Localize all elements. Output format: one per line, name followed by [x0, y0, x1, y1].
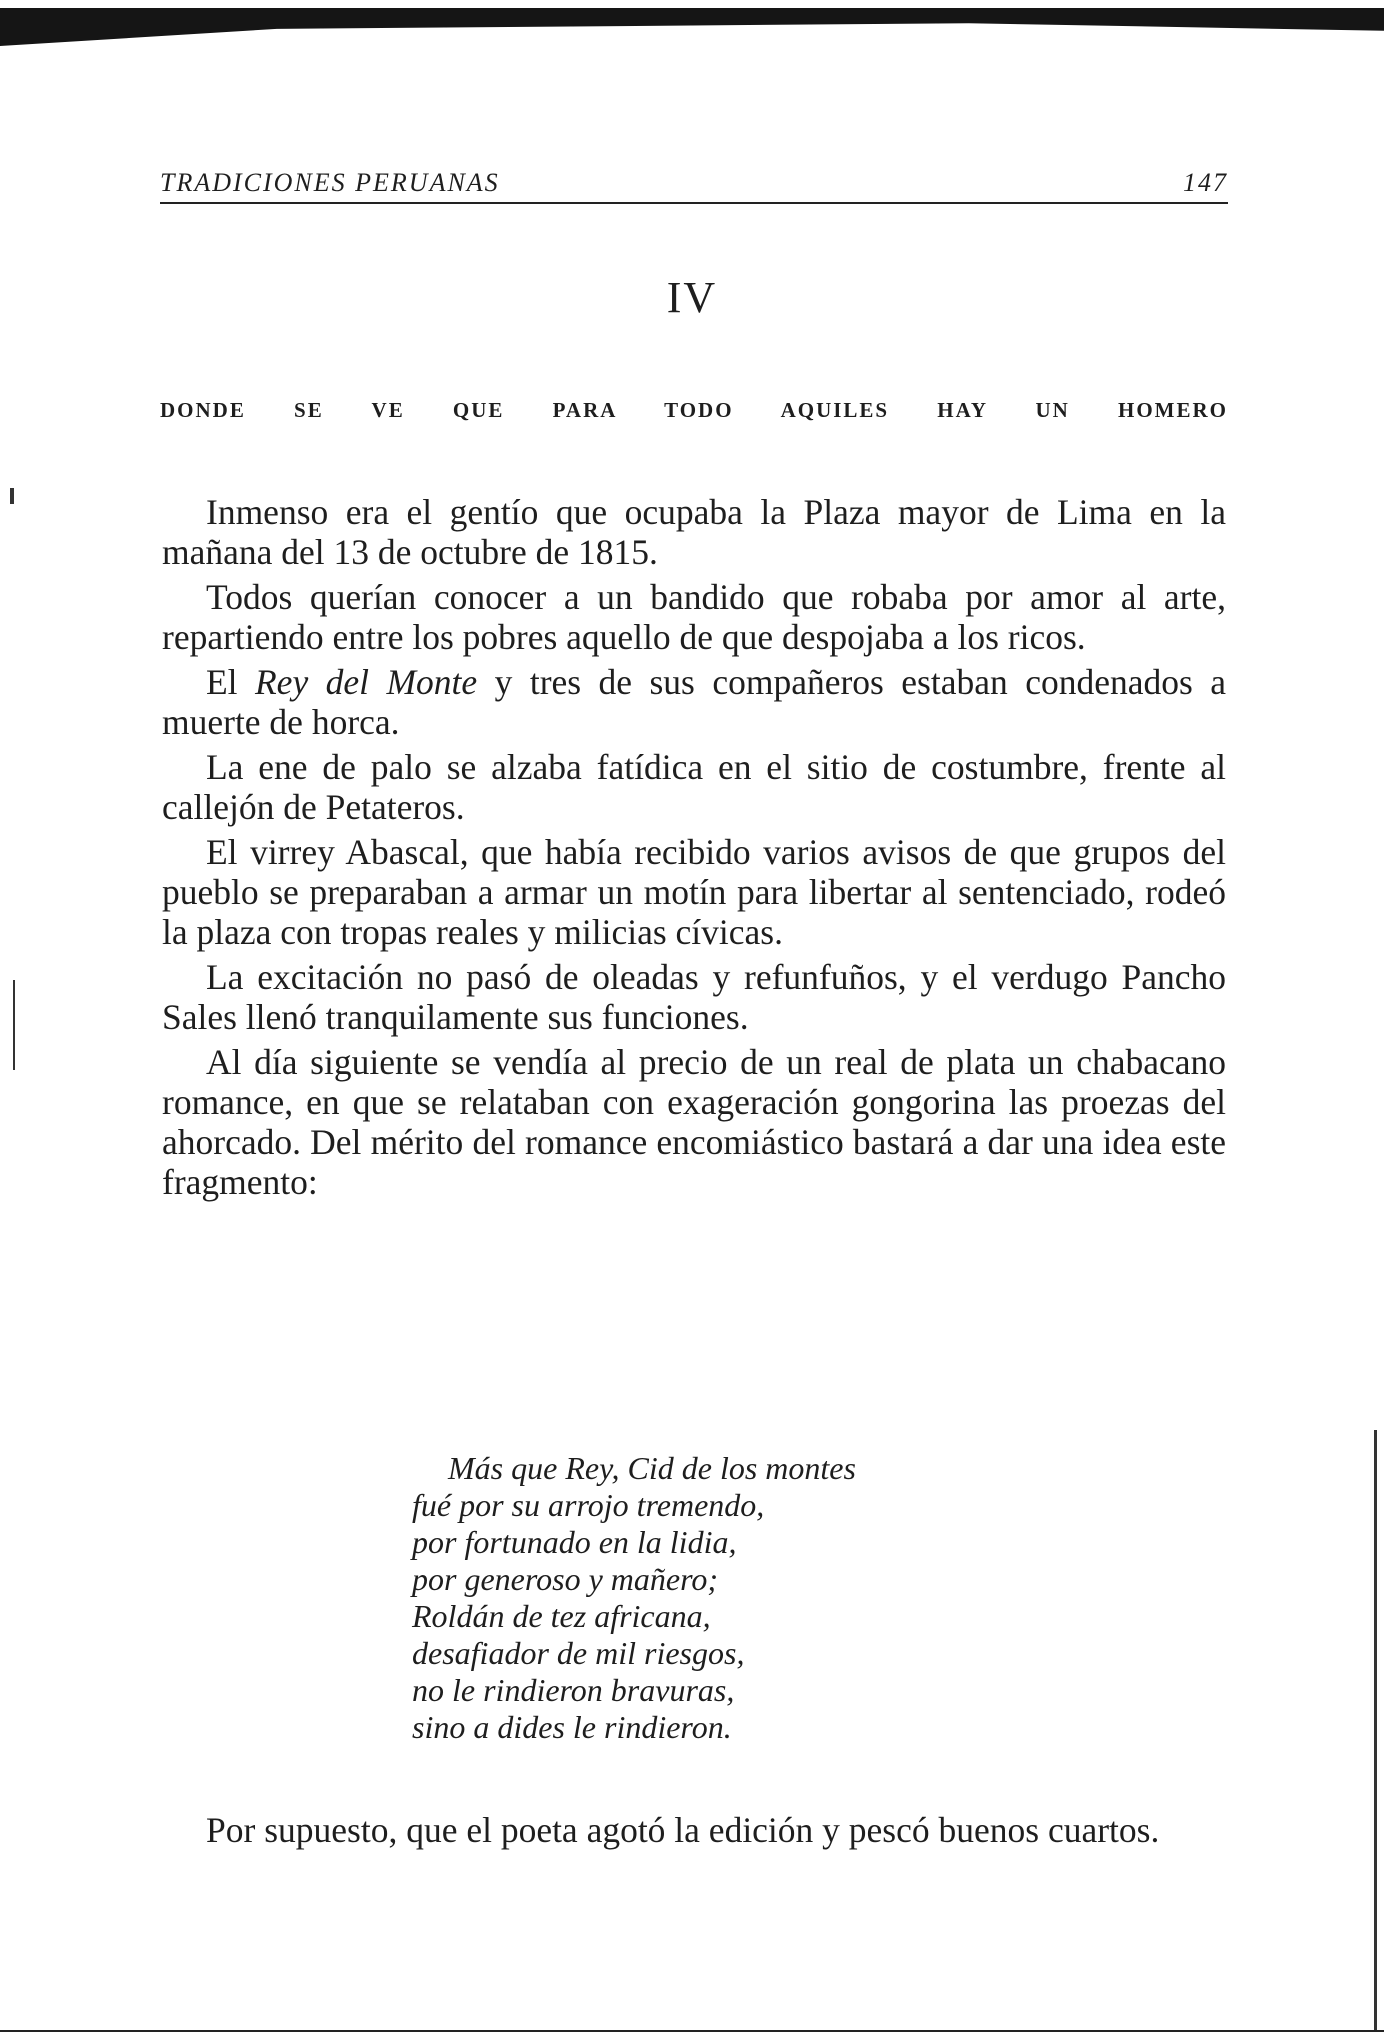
paragraph: La ene de palo se alzaba fatídica en el sitio de costumbre, frente al callejón de Petateros.	[162, 747, 1226, 827]
italic-name: Rey del Monte	[255, 662, 478, 702]
poem-verse: desafiador de mil riesgos,	[412, 1635, 745, 1671]
poem-fragment	[412, 1450, 1052, 1746]
poem-verse: no le rindieron bravuras,	[412, 1672, 735, 1708]
paragraph: Al día siguiente se vendía al precio de un real de plata un chabacano romance, en que se relataban con exageración gongorina las proezas del ahorcado. Del mérito del romance encomiástico bastará a dar una idea este fragmento:	[162, 1042, 1226, 1202]
chapter-numeral: IV	[666, 273, 718, 322]
page-number: 147	[1183, 168, 1228, 197]
poem-verse: por generoso y mañero;	[412, 1561, 719, 1597]
paragraph: Todos querían conocer a un bandido que robaba por amor al arte, repartiendo entre los pobres aquello de que despojaba a los ricos.	[162, 577, 1226, 657]
paragraph: El virrey Abascal, que había recibido varios avisos de que grupos del pueblo se preparaban a armar un motín para libertar al sentenciado, rodeó la plaza con tropas reales y milicias cívicas.	[162, 832, 1226, 952]
paragraph: La excitación no pasó de oleadas y refunfuños, y el verdugo Pancho Sales llenó tranquilamente sus funciones.	[162, 957, 1226, 1037]
body-text	[162, 492, 1226, 1207]
poem-verse: por fortunado en la lidia,	[412, 1524, 737, 1560]
chapter-subtitle: DONDE SE VE QUE PARA TODO AQUILES HAY UN HOMERO	[160, 398, 1228, 422]
closing-text	[162, 1810, 1226, 1850]
margin-mark	[10, 488, 14, 504]
scan-bottom-edge	[0, 2030, 1384, 2032]
margin-mark	[13, 980, 15, 1070]
paragraph: Inmenso era el gentío que ocupaba la Plaza mayor de Lima en la mañana del 13 de octubre de 1815.	[162, 492, 1226, 572]
running-title: TRADICIONES PERUANAS	[160, 168, 500, 197]
scan-top-edge	[0, 8, 1384, 46]
paragraph	[162, 662, 1226, 742]
paragraph-text: El	[206, 662, 255, 702]
poem-verse: sino a dides le rindieron.	[412, 1709, 732, 1745]
poem-verse: Más que Rey, Cid de los montes	[448, 1450, 856, 1486]
poem-verse: Roldán de tez africana,	[412, 1598, 711, 1634]
paragraph-text: y tres de sus compañeros estaban condenados a muerte de horca.	[162, 662, 1226, 742]
poem-verse: fué por su arrojo tremendo,	[412, 1487, 765, 1523]
scan-right-edge	[1374, 1430, 1377, 2030]
running-header	[160, 168, 1228, 204]
paragraph: Por supuesto, que el poeta agotó la edición y pescó buenos cuartos.	[206, 1810, 1160, 1850]
